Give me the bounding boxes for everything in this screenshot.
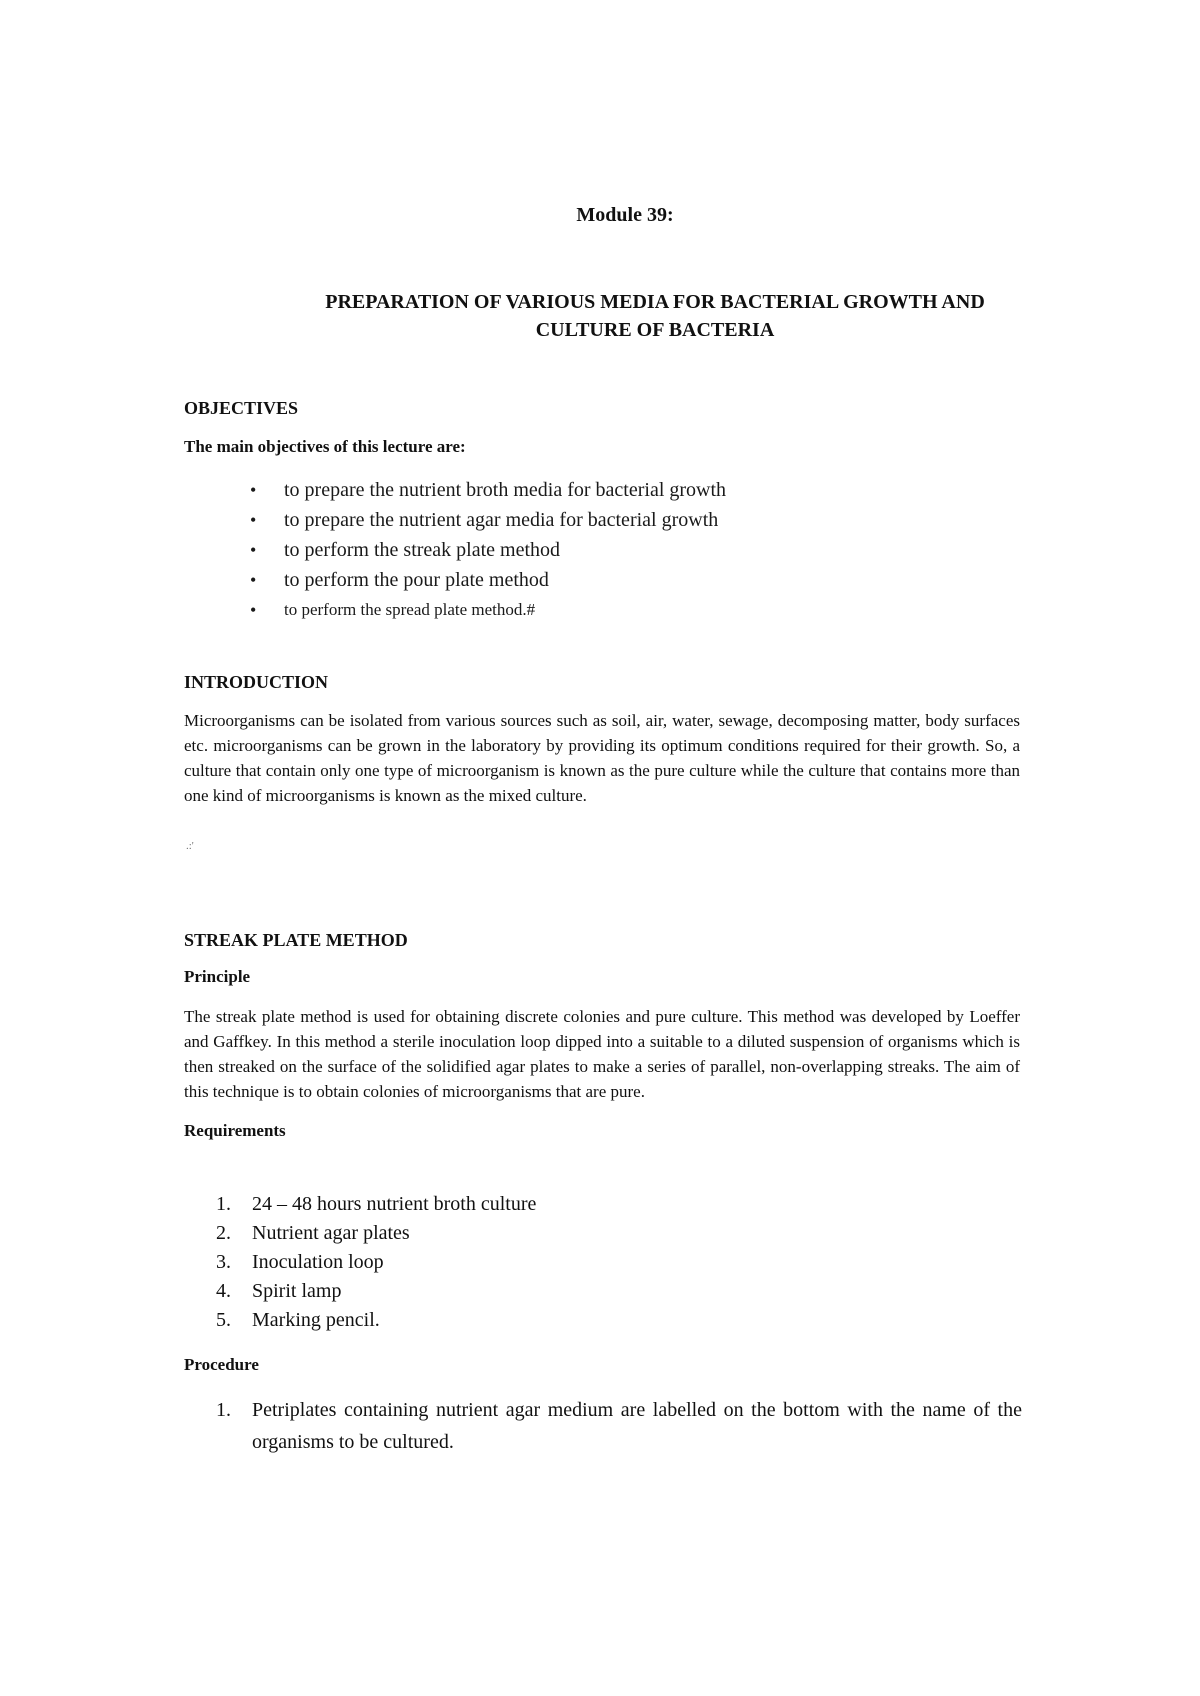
- list-item: 2. Nutrient agar plates: [216, 1222, 410, 1244]
- principle-text: The streak plate method is used for obtaining discrete colonies and pure culture. This method was developed by Loeffer and Gaffkey. In this method a sterile inoculation loop dipped into a suitable to a diluted suspension of organisms which is then streaked on the surface of the solidified agar plates to make a series of parallel, non-overlapping streaks. The aim of this technique is to obtain colonies of microorganisms that are pure.: [184, 1007, 1020, 1101]
- introduction-text: Microorganisms can be isolated from various sources such as soil, air, water, sewage, decomposing matter, body surfaces etc. microorganisms can be grown in the laboratory by providing its optimum conditions required for their growth. So, a culture that contain only one type of microorganism is known as the pure culture while the culture that contains more than one kind of microorganisms is known as the mixed culture.: [184, 711, 1020, 805]
- objectives-lead: The main objectives of this lecture are:: [184, 437, 466, 456]
- list-item: • to perform the streak plate method: [244, 535, 1004, 565]
- list-item: • to perform the spread plate method.#: [244, 595, 1004, 625]
- list-item: 3. Inoculation loop: [216, 1251, 384, 1273]
- bullet-icon: •: [250, 510, 257, 530]
- requirements-list: [216, 1190, 1026, 1335]
- procedure-block: [184, 1354, 1020, 1376]
- introduction-section: [184, 670, 1020, 808]
- bullet-icon: •: [250, 480, 257, 500]
- title-line-2: CULTURE OF BACTERIA: [535, 319, 775, 341]
- bullet-icon: •: [250, 600, 257, 620]
- list-item: 5. Marking pencil.: [216, 1309, 380, 1331]
- objectives-section: [184, 396, 1020, 458]
- module-label: Module 39:: [576, 204, 674, 226]
- list-item: • to prepare the nutrient broth media for bacterial growth: [244, 475, 1004, 505]
- objectives-heading: OBJECTIVES: [184, 398, 299, 418]
- title-line-1: PREPARATION OF VARIOUS MEDIA FOR BACTERIAL GROWTH AND: [325, 291, 985, 313]
- bullet-icon: •: [250, 570, 257, 590]
- list-item: 4. Spirit lamp: [216, 1280, 342, 1302]
- principle-heading: Principle: [184, 967, 251, 986]
- objectives-list: [244, 475, 1004, 625]
- procedure-heading: Procedure: [184, 1355, 259, 1374]
- streak-plate-section: [184, 928, 1020, 1142]
- requirements-heading: Requirements: [184, 1121, 286, 1140]
- procedure-step: 1. Petriplates containing nutrient agar medium are labelled on the bottom with the name of the organisms to be cultured.: [216, 1399, 1022, 1453]
- list-item: • to prepare the nutrient agar media for bacterial growth: [244, 505, 1004, 535]
- introduction-heading: INTRODUCTION: [184, 672, 329, 692]
- stray-mark: .:': [186, 840, 194, 852]
- streak-plate-heading: STREAK PLATE METHOD: [184, 930, 408, 950]
- list-item: 1. 24 – 48 hours nutrient broth culture: [216, 1193, 537, 1215]
- page-title: [200, 288, 1110, 344]
- list-item: • to perform the pour plate method: [244, 565, 1004, 595]
- bullet-icon: •: [250, 540, 257, 560]
